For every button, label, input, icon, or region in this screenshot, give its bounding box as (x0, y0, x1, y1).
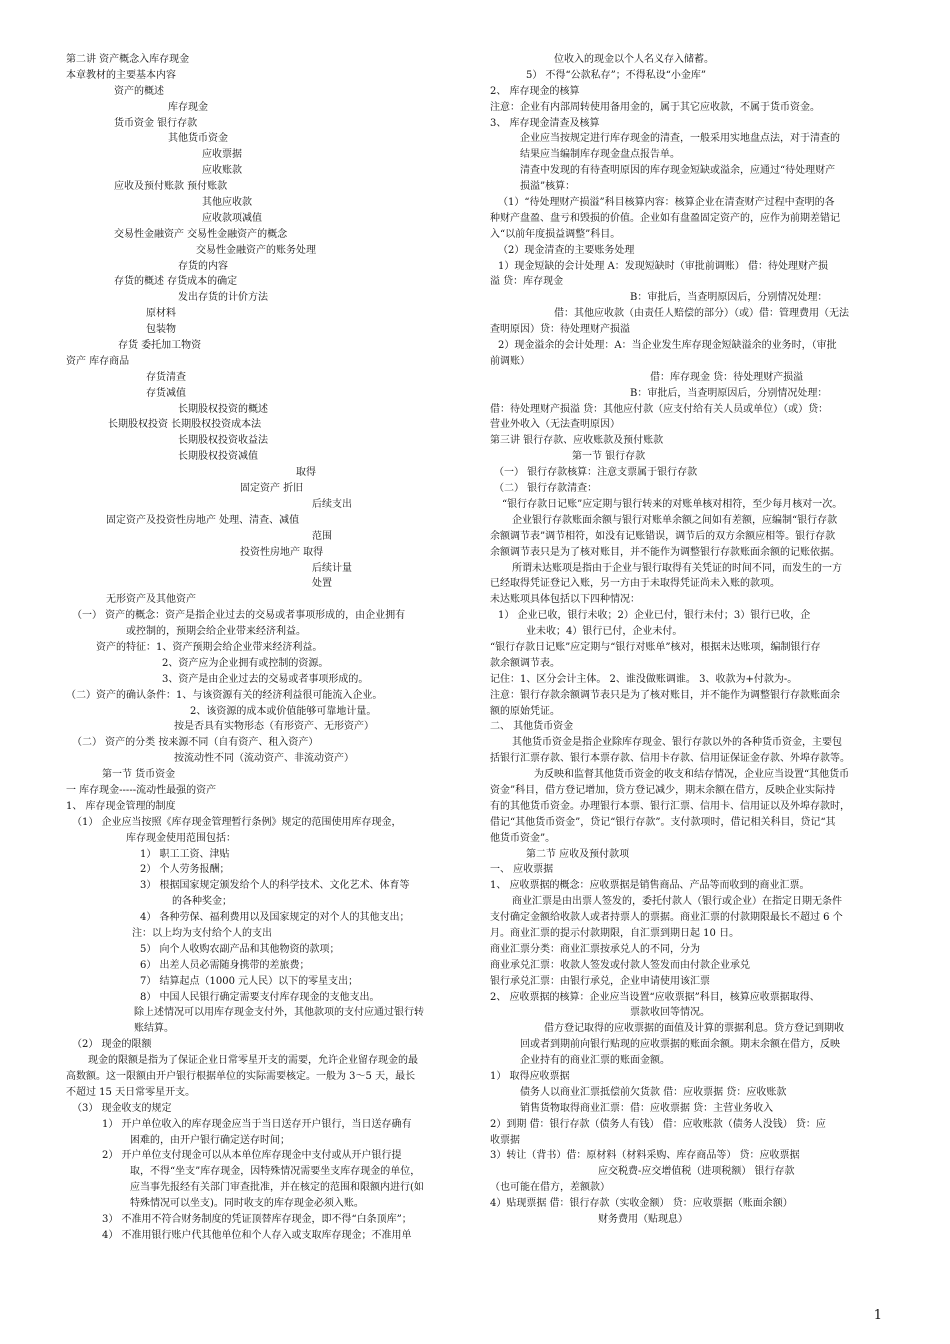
text-line: 处置 (312, 578, 332, 590)
page-number: 1 (873, 1308, 882, 1323)
text-line: 他货币资金”。 (490, 832, 556, 844)
text-line: 第一节 银行存款 (572, 451, 646, 463)
text-line: 固定资产及投资性房地产 处理、清查、减值 (106, 514, 300, 526)
text-line: 为反映和监督其他货币资金的收支和结存情况，企业应当设置“其他货币 (534, 769, 850, 781)
text-line: 商业汇票分类：商业汇票按承兑人的不同，分为 (490, 943, 700, 955)
text-line: B：审批后，当查明原因后，分别情况处理： (630, 387, 828, 399)
text-line: 1） 企业已收，银行未收；2）企业已付，银行未付；3）银行已收，企 (498, 610, 811, 622)
text-line: 长期股权投资收益法 (178, 435, 268, 447)
text-line: 入“以前年度损益调整”科目。 (490, 228, 621, 240)
text-line: 8） 中国人民银行确定需要支付库存现金的支他支出。 (140, 991, 380, 1003)
text-line: 注意：企业有内部周转使用备用金的，属于其它应收款，不属于货币资金。 (490, 101, 820, 113)
text-line: 后续计量 (312, 562, 352, 574)
text-line: 应收及预付账款 预付账款 (114, 181, 228, 193)
text-line: 按流动性不同（流动资产、非流动资产） (174, 753, 354, 765)
text-line: 应交税费-应交增值税（进项税额） 银行存款 (598, 1166, 795, 1178)
text-line: 1、 库存现金管理的制度 (66, 800, 176, 812)
text-line: （二）资产的确认条件：1、与该资源有关的经济利益很可能流入企业。 (66, 689, 383, 701)
text-line: 或控制的，预期会给企业带来经济利益。 (126, 626, 306, 638)
text-line: 6） 出差人员必需随身携带的差旅费； (140, 959, 310, 971)
text-line: 交易性金融资产 交易性金融资产的概念 (114, 228, 288, 240)
text-line: 长期股权投资的概述 (178, 403, 268, 415)
text-line: 应当事先报经有关部门审查批准，并在核定的范围和限额内进行(如 (130, 1182, 424, 1194)
text-line: 投资性房地产 取得 (240, 546, 324, 558)
text-line: 商业承兑汇票：收款人签发或付款人签发而由付款企业承兑 (490, 959, 750, 971)
text-line: 财务费用（贴现息） (598, 1214, 688, 1226)
text-line: 货币资金 银行存款 (114, 117, 198, 129)
text-line: 借方登记取得的应收票据的面值及计算的票据利息。贷方登记到期收 (544, 1023, 844, 1035)
text-line: 2） 开户单位支付现金可以从本单位库存现金中支付或从开户银行提 (102, 1150, 402, 1162)
text-line: 借：库存现金 贷：待处理财产损溢 (650, 371, 804, 383)
text-line: 资产的概述 (114, 85, 164, 97)
text-line: 借：其他应收款（由责任人赔偿的部分）（或）借：管理费用（无法 (554, 308, 849, 320)
text-line: 2、 应收票据的核算：企业应当设置“应收票据”科目，核算应收票据取得、 (490, 991, 820, 1003)
text-line: 特殊情况可以坐支)。同时收支的库存现金必须入账。 (130, 1198, 364, 1210)
text-line: 3） 根据国家规定颁发给个人的科学技术、文化艺术、体育等 (140, 880, 410, 892)
text-line: （3） 现金收支的规定 (72, 1102, 172, 1114)
text-line: B：审批后，当查明原因后，分别情况处理： (630, 292, 828, 304)
text-line: 2、资产应为企业拥有或控制的资源。 (162, 657, 329, 669)
text-line: 3）转让（背书）借：原材料（材料采购、库存商品等） 贷：应收票据 (490, 1150, 800, 1162)
text-line: 业未收；4）银行已付，企业未付。 (526, 626, 683, 638)
text-line: （一） 资产的概念：资产是指企业过去的交易或者事项形成的，由企业拥有 (72, 610, 406, 622)
text-line: 2、该资源的成本或价值能够可靠地计量。 (190, 705, 377, 717)
text-line: 按是否具有实物形态（有形资产、无形资产） (174, 721, 374, 733)
text-line: （一） 银行存款核算：注意支票属于银行存款 (494, 467, 698, 479)
text-line: 其他货币资金 (168, 133, 228, 145)
text-line: 记住：1、区分会计主体。 2、谁没做账调谁。 3、收款为+付款为-。 (490, 673, 798, 685)
text-line: 1、 应收票据的概念：应收票据是销售商品、产品等而收到的商业汇票。 (490, 880, 810, 892)
text-line: 交易性金融资产的账务处理 (196, 244, 316, 256)
text-line: 第二节 应收及预付款项 (526, 848, 630, 860)
text-line: 所谓未达账项是指由于企业与银行取得有关凭证的时间不同，而发生的一方 (512, 562, 842, 574)
text-line: 3） 不准用不符合财务制度的凭证顶替库存现金，即不得“白条顶库”； (102, 1214, 412, 1226)
text-line: 二、 其他货币资金 (490, 721, 574, 733)
text-line: 除上述情况可以用库存现金支付外，其他款项的支付应通过银行转 (134, 1007, 424, 1019)
text-line: 款余额调节表。 (490, 657, 560, 669)
text-line: 位收入的现金以个人名义存入储蓄。 (554, 54, 714, 65)
text-line: 企业持有的商业汇票的账面金额。 (520, 1055, 670, 1067)
text-line: 存货清查 (146, 371, 186, 383)
text-line: 3、资产是由企业过去的交易或者事项形成的。 (162, 673, 369, 685)
text-line: 1） 取得应收票据 (490, 1071, 570, 1082)
text-line: 无形资产及其他资产 (106, 594, 196, 606)
text-line: “银行存款日记账”应定期与银行转来的对账单核对相符，至少每月核对一次。 (502, 498, 843, 510)
text-line: 前调账） (490, 355, 530, 367)
text-line: 注意：银行存款余额调节表只是为了核对账目，并不能作为调整银行存款账面余 (490, 689, 840, 701)
text-line: （1） 企业应当按照《库存现金管理暂行条例》规定的范围使用库存现金， (72, 816, 402, 828)
text-line: 本章教材的主要基本内容 (66, 69, 176, 81)
text-line: 4） 各种劳保、福利费用以及国家规定的对个人的其他支出； (140, 912, 410, 924)
text-line: 1）现金短缺的会计处理 A：发现短缺时（审批前调账） 借：待处理财产损 (498, 260, 828, 272)
text-line: 不超过 15 天日常零星开支。 (66, 1086, 196, 1098)
text-line: 应收账款 (202, 165, 242, 177)
text-line: 一、 应收票据 (490, 864, 554, 876)
text-line: 票款收回等情况。 (630, 1007, 710, 1019)
text-line: 损溢”核算： (520, 181, 576, 193)
text-line: 查明原因）贷：待处理财产损溢 (490, 324, 630, 336)
text-line: 存货 委托加工物资 (118, 340, 202, 352)
text-line: 资产 库存商品 (66, 355, 130, 367)
text-line: 原材料 (146, 308, 176, 320)
text-line: 后续支出 (312, 498, 352, 510)
text-line: 资金”科目，借方登记增加，贷方登记减少，期末余额在借方，反映企业实际持 (490, 784, 836, 796)
text-line: 营业外收入（无法查明原因） (490, 419, 620, 431)
text-line: 现金的限额是指为了保证企业日常零星开支的需要，允许企业留存现金的最 (88, 1055, 418, 1067)
text-line: 库存现金 (168, 101, 208, 113)
text-line: 应收款项减值 (202, 212, 262, 224)
right-column (490, 52, 886, 1228)
text-line: 库存现金使用范围包括： (126, 832, 236, 844)
text-line: 存货的概述 存货成本的确定 (114, 276, 238, 288)
text-line: 2） 个人劳务报酬； (140, 864, 230, 876)
text-line: 括银行汇票存款、银行本票存款、信用卡存款、信用证保证金存款、外埠存款等。 (490, 753, 850, 765)
text-line: 额的原始凭证。 (490, 705, 560, 717)
text-line: 月。商业汇票的提示付款期限，自汇票到期日起 10 日。 (490, 927, 740, 939)
text-line: 结果应当编制库存现金盘点报告单。 (520, 149, 680, 161)
text-line: 第一节 货币资金 (102, 769, 176, 781)
text-line: 支付确定金额给收款人或者持票人的票据。商业汇票的付款期限最长不超过 6 个 (490, 912, 843, 924)
text-line: （2）现金清查的主要账务处理 (498, 244, 635, 256)
text-line: “银行存款日记账”应定期与“银行对账单”核对，根据未达账项，编制银行存 (490, 641, 821, 653)
text-line: 企业银行存款账面余额与银行对账单余额之间如有差额，应编制“银行存款 (512, 514, 838, 526)
text-line: 企业应当按规定进行库存现金的清查，一般采用实地盘点法，对于清查的 (520, 133, 840, 145)
text-line: 债务人以商业汇票抵偿前欠货款 借：应收票据 贷：应收账款 (520, 1086, 787, 1098)
text-line: 长期股权投资 长期股权投资成本法 (108, 419, 262, 431)
text-line: （2） 现金的限额 (72, 1039, 152, 1051)
text-line: 7） 结算起点（1000 元人民）以下的零星支出； (140, 975, 359, 987)
text-line: 2）到期 借：银行存款（债务人有钱） 借：应收账款（债务人没钱） 贷：应 (490, 1118, 826, 1130)
text-line: 收票据 (490, 1134, 520, 1146)
text-line: 借：待处理财产损溢 贷：其他应付款（应支付给有关人员或单位）（或）贷： (490, 403, 829, 415)
text-line: 长期股权投资减值 (178, 451, 258, 463)
text-line: 2、 库存现金的核算 (490, 85, 580, 97)
text-line: 存货减值 (146, 387, 186, 399)
left-column (66, 52, 466, 1244)
text-line: 范围 (312, 530, 332, 542)
text-line: 借记“其他货币资金”，贷记“银行存款”。支付款项时，借记相关科目，贷记“其 (490, 816, 836, 828)
text-line: 回或者到期前向银行贴现的应收票据的账面余额。期末余额在借方，反映 (520, 1039, 840, 1051)
text-line: 3、 库存现金清查及核算 (490, 117, 600, 129)
text-line: （也可能在借方，差额款） (490, 1182, 610, 1194)
text-line: 取得 (296, 467, 316, 479)
text-line: 种财产盘盈、盘亏和毁损的价值。企业如有盘盈固定资产的，应作为前期差错记 (490, 212, 840, 224)
text-line: 第三讲 银行存款、应收账款及预付账款 (490, 435, 664, 447)
text-line: 银行承兑汇票：由银行承兑，企业申请使用该汇票 (490, 975, 710, 987)
text-line: 4） 不准用银行账户代其他单位和个人存入或支取库存现金；不准用单 (102, 1229, 412, 1241)
text-line: 取，不得“坐支”库存现金，因特殊情况需要坐支库存现金的单位， (130, 1166, 421, 1178)
text-line: 商业汇票是由出票人签发的，委托付款人（银行或企业）在指定日期无条件 (512, 896, 842, 908)
text-line: 固定资产 折旧 (240, 483, 304, 495)
text-line: （1）“待处理财产损溢”科目核算内容：核算企业在清查财产过程中查明的各 (498, 197, 835, 209)
text-line: 其他应收款 (202, 197, 252, 209)
text-line: 已经取得凭证登记入账，另一方由于未取得凭证尚未入账的款项。 (490, 578, 780, 590)
text-line: 注：以上均为支付给个人的支出 (132, 927, 272, 939)
text-line: 应收票据 (202, 149, 242, 161)
text-line: 4）贴现票据 借：银行存款（实收金额） 贷：应收票据（账面余额） (490, 1198, 793, 1210)
text-line: 2）现金溢余的会计处理：A：当企业发生库存现金短缺溢余的业务时，（审批 (498, 340, 837, 352)
text-line: 1） 职工工资、津贴 (140, 848, 230, 860)
text-line: 余额调节表只是为了核对账目，并不能作为调整银行存款账面余额的记账依据。 (490, 546, 840, 558)
text-line: 存货的内容 (178, 260, 228, 272)
text-line: 一 库存现金-----流动性最强的资产 (66, 784, 217, 796)
text-line: 5） 不得“公款私存”；不得私设“小金库” (526, 69, 706, 81)
text-line: 第二讲 资产概念入库存现金 (66, 54, 190, 65)
text-line: 未达账项具体包括以下四种情况： (490, 594, 640, 606)
text-line: （二） 资产的分类 按来源不同（自有资产、租入资产） (72, 737, 319, 749)
text-line: 1） 开户单位收入的库存现金应当于当日送存开户银行，当日送存确有 (102, 1118, 412, 1130)
text-line: 账结算。 (134, 1023, 174, 1035)
text-line: 困难的，由开户银行确定送存时间； (130, 1134, 290, 1146)
text-line: （二） 银行存款清查： (494, 483, 598, 495)
text-line: 5） 向个人收购农副产品和其他物资的款项； (140, 943, 340, 955)
text-line: 清查中发现的有待查明原因的库存现金短缺或溢余，应通过“待处理财产 (520, 165, 836, 177)
text-line: 余额调节表”调节相符，如没有记账错误，调节后的双方余额应相等。银行存款 (490, 530, 836, 542)
text-line: 有的其他货币资金。办理银行本票、银行汇票、信用卡、信用证以及外埠存款时， (490, 800, 850, 812)
text-line: 包装物 (146, 324, 176, 336)
text-line: 的各种奖金； (172, 896, 232, 908)
text-line: 资产的特征：1、资产预期会给企业带来经济利益。 (96, 641, 323, 653)
text-line: 溢 贷：库存现金 (490, 276, 564, 288)
text-line: 发出存货的计价方法 (178, 292, 268, 304)
text-line: 销售货物取得商业汇票：借：应收票据 贷：主营业务收入 (520, 1102, 774, 1114)
text-line: 其他货币资金是指企业除库存现金、银行存款以外的各种货币资金，主要包 (512, 737, 842, 749)
text-line: 高数额。这一限额由开户银行根据单位的实际需要核定。一般为 3～5 天，最长 (66, 1071, 416, 1082)
